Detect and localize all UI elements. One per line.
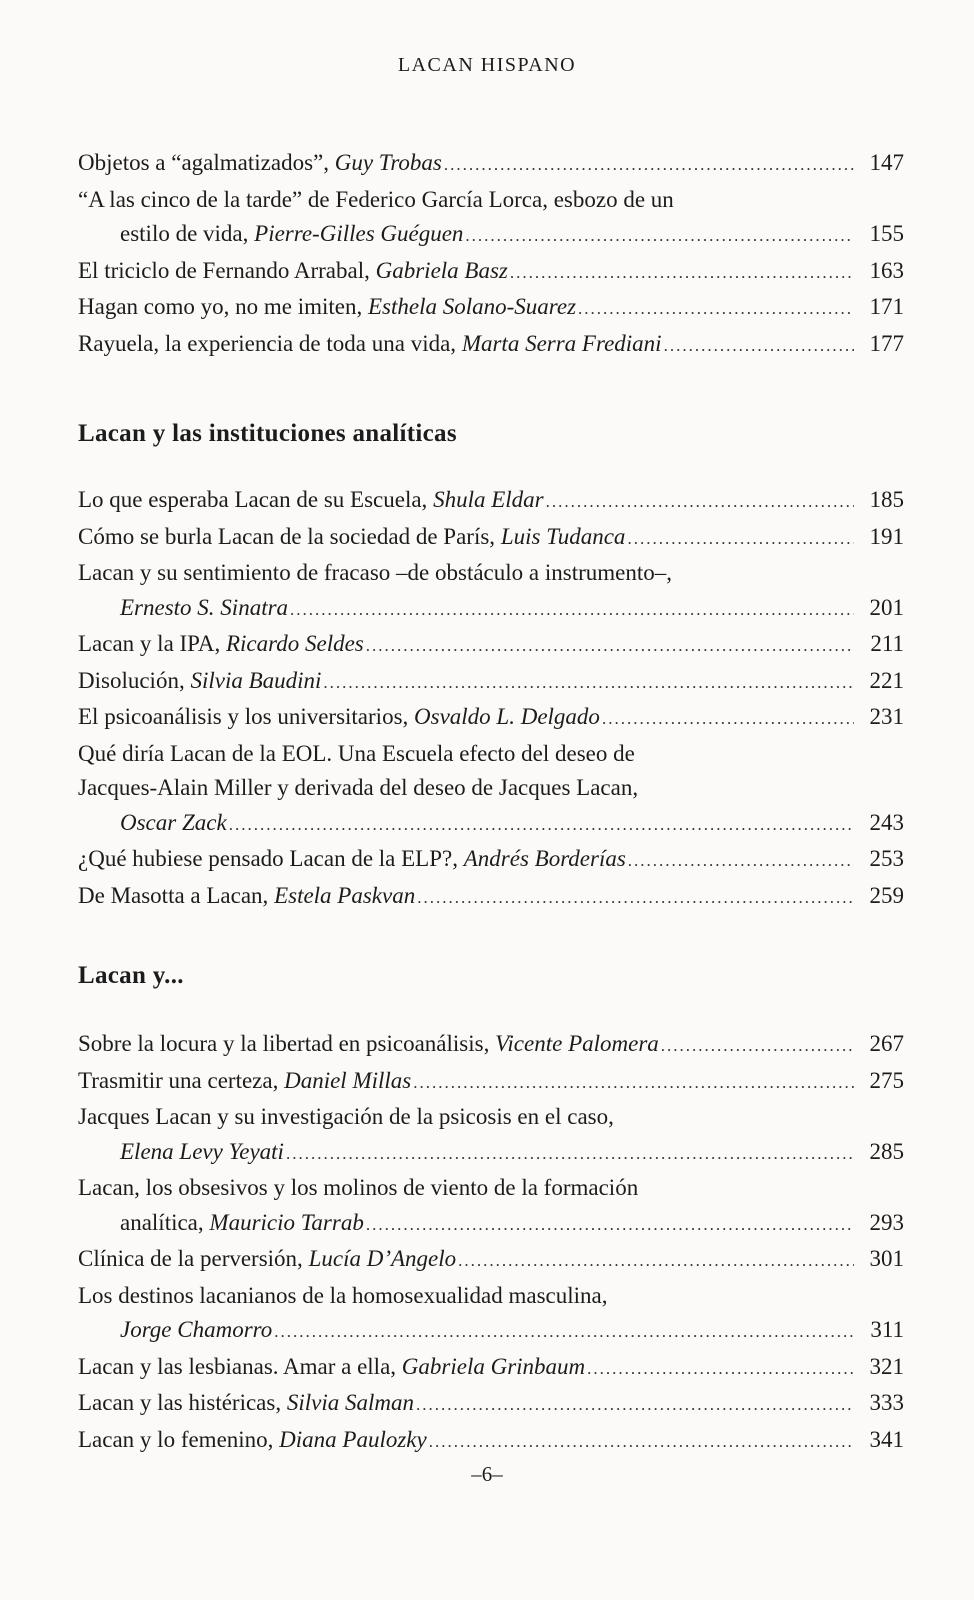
- leader-dots: [546, 485, 854, 520]
- entry-title-line: “A las cinco de la tarde” de Federico García Lorca, esbozo de un: [78, 186, 674, 212]
- entry-title: Sobre la locura y la libertad en psicoanálisis,: [78, 1031, 490, 1056]
- entry-title: estilo de vida,: [120, 221, 249, 246]
- entry-page: 147: [869, 150, 904, 175]
- leader-dots: [366, 1208, 854, 1243]
- entry-page: 333: [869, 1390, 904, 1415]
- entry-title: Cómo se burla Lacan de la sociedad de París,: [78, 523, 496, 549]
- entry-page: 259: [869, 882, 904, 908]
- entry-page: 201: [869, 594, 904, 620]
- entry-author: Elena Levy Yeyati: [120, 1138, 284, 1164]
- entry-author: Jorge Chamorro: [120, 1317, 273, 1342]
- toc-entry[interactable]: [78, 1100, 904, 1171]
- entry-author: Osvaldo L. Delgado: [414, 704, 600, 729]
- leader-dots: [229, 808, 854, 843]
- section-heading: Lacan y...: [78, 962, 184, 989]
- entry-title: De Masotta a Lacan,: [78, 882, 269, 908]
- entry-page: 163: [869, 257, 904, 283]
- leader-dots: [429, 1425, 854, 1460]
- entry-author: Pierre-Gilles Guéguen: [254, 221, 464, 246]
- entry-author: Silvia Salman: [286, 1390, 414, 1415]
- entry-page: 311: [870, 1317, 904, 1342]
- entry-page: 211: [870, 631, 904, 656]
- leader-dots: [578, 292, 854, 327]
- entry-author: Guy Trobas: [334, 150, 442, 175]
- leader-dots: [602, 702, 854, 737]
- toc-entry[interactable]: [78, 879, 904, 916]
- entry-title: Rayuela, la experiencia de toda una vida,: [78, 330, 457, 356]
- entry-title: Hagan como yo, no me imiten,: [78, 294, 363, 319]
- entry-author: Gabriela Basz: [375, 257, 508, 283]
- toc-entry[interactable]: [78, 627, 904, 664]
- entry-title: Lacan y la IPA,: [78, 631, 221, 656]
- toc-entry[interactable]: [78, 842, 904, 879]
- entry-author: Andrés Borderías: [463, 846, 626, 871]
- entry-title-line: Los destinos lacanianos de la homosexualidad masculina,: [78, 1282, 608, 1308]
- entry-title: analítica,: [120, 1209, 204, 1235]
- entry-author: Esthela Solano-Suarez: [368, 294, 577, 319]
- toc-entry[interactable]: [78, 146, 904, 183]
- entry-author: Diana Paulozky: [279, 1426, 427, 1452]
- entry-title: Clínica de la perversión,: [78, 1246, 303, 1271]
- leader-dots: [465, 219, 854, 254]
- entry-title: Lacan y las lesbianas. Amar a ella,: [78, 1353, 397, 1379]
- leader-dots: [510, 256, 854, 291]
- entry-title-line: Jacques Lacan y su investigación de la psicosis en el caso,: [78, 1104, 614, 1129]
- toc-entry[interactable]: [78, 737, 904, 843]
- leader-dots: [416, 1388, 854, 1423]
- leader-dots: [417, 881, 854, 916]
- toc-entry[interactable]: [78, 327, 904, 364]
- section-heading: Lacan y las instituciones analíticas: [78, 420, 457, 447]
- leader-dots: [290, 593, 854, 628]
- entry-title: ¿Qué hubiese pensado Lacan de la ELP?,: [78, 846, 458, 871]
- entry-author: Silvia Baudini: [190, 667, 322, 693]
- entry-page: 267: [869, 1031, 904, 1056]
- entry-title-line: Lacan y su sentimiento de fracaso –de obstáculo a instrumento–,: [78, 560, 672, 585]
- entry-title: Lacan y las histéricas,: [78, 1390, 282, 1415]
- entry-title: Trasmitir una certeza,: [78, 1067, 279, 1093]
- entry-page: 341: [869, 1426, 904, 1452]
- entry-author: Daniel Millas: [284, 1067, 412, 1093]
- toc-entry[interactable]: [78, 1027, 904, 1064]
- toc-entry[interactable]: [78, 1350, 904, 1387]
- toc-section-2: [78, 1027, 904, 1459]
- leader-dots: [444, 148, 854, 183]
- leader-dots: [664, 329, 854, 364]
- leader-dots: [413, 1066, 854, 1101]
- entry-title: Disolución,: [78, 667, 185, 693]
- entry-page: 171: [869, 294, 904, 319]
- entry-author: Luis Tudanca: [500, 523, 626, 549]
- leader-dots: [458, 1244, 854, 1279]
- entry-author: Marta Serra Frediani: [461, 330, 662, 356]
- entry-page: 321: [869, 1353, 904, 1379]
- entry-author: Ernesto S. Sinatra: [120, 594, 289, 620]
- entry-page: 253: [869, 846, 904, 871]
- toc-entry[interactable]: [78, 1423, 904, 1460]
- entry-author: Gabriela Grinbaum: [401, 1353, 586, 1379]
- leader-dots: [274, 1315, 854, 1350]
- toc-entry[interactable]: [78, 1171, 904, 1242]
- entry-author: Lucía D’Angelo: [308, 1246, 457, 1271]
- toc-entry[interactable]: [78, 1386, 904, 1423]
- entry-title-line: Jacques-Alain Miller y derivada del deseo de Jacques Lacan,: [78, 775, 639, 800]
- toc-entry[interactable]: [78, 290, 904, 327]
- entry-author: Ricardo Seldes: [225, 631, 364, 656]
- toc-entry[interactable]: [78, 1242, 904, 1279]
- leader-dots: [628, 844, 854, 879]
- entry-page: 185: [869, 487, 904, 512]
- entry-page: 243: [869, 809, 904, 835]
- entry-page: 301: [869, 1246, 904, 1271]
- toc-entry[interactable]: [78, 700, 904, 737]
- toc-section-0: [78, 146, 904, 363]
- entry-author: Shula Eldar: [433, 487, 544, 512]
- leader-dots: [627, 522, 854, 557]
- toc-entry[interactable]: [78, 556, 904, 627]
- entry-page: 285: [869, 1138, 904, 1164]
- entry-author: Mauricio Tarrab: [209, 1209, 364, 1235]
- entry-title: Objetos a “agalmatizados”,: [78, 150, 329, 175]
- toc-entry[interactable]: [78, 483, 904, 520]
- entry-author: Oscar Zack: [120, 809, 227, 835]
- toc-entry[interactable]: [78, 254, 904, 291]
- running-head: LACAN HISPANO: [397, 54, 577, 76]
- toc-entry[interactable]: [78, 520, 904, 557]
- leader-dots: [587, 1352, 854, 1387]
- toc-entry[interactable]: [78, 664, 904, 701]
- entry-title: El triciclo de Fernando Arrabal,: [78, 257, 370, 283]
- entry-page: 155: [869, 221, 904, 246]
- toc-entry[interactable]: [78, 1064, 904, 1101]
- entry-page: 231: [869, 704, 904, 729]
- entry-title: Lo que esperaba Lacan de su Escuela,: [78, 487, 428, 512]
- entry-page: 177: [869, 330, 904, 356]
- entry-page: 221: [869, 667, 904, 693]
- entry-title-line: Qué diría Lacan de la EOL. Una Escuela efecto del deseo de: [78, 740, 635, 766]
- entry-title-line: Lacan, los obsesivos y los molinos de viento de la formación: [78, 1175, 639, 1200]
- entry-author: Vicente Palomera: [495, 1031, 659, 1056]
- entry-title: El psicoanálisis y los universitarios,: [78, 704, 409, 729]
- entry-title: Lacan y lo femenino,: [78, 1426, 274, 1452]
- leader-dots: [323, 666, 854, 701]
- toc-section-1: [78, 483, 904, 915]
- page-number: –6–: [471, 1462, 503, 1486]
- toc-entry[interactable]: [78, 183, 904, 254]
- leader-dots: [286, 1137, 854, 1172]
- leader-dots: [661, 1029, 854, 1064]
- entry-page: 191: [869, 523, 904, 549]
- entry-page: 275: [869, 1067, 904, 1093]
- entry-author: Estela Paskvan: [274, 882, 416, 908]
- toc-entry[interactable]: [78, 1279, 904, 1350]
- entry-page: 293: [869, 1209, 904, 1235]
- leader-dots: [366, 629, 854, 664]
